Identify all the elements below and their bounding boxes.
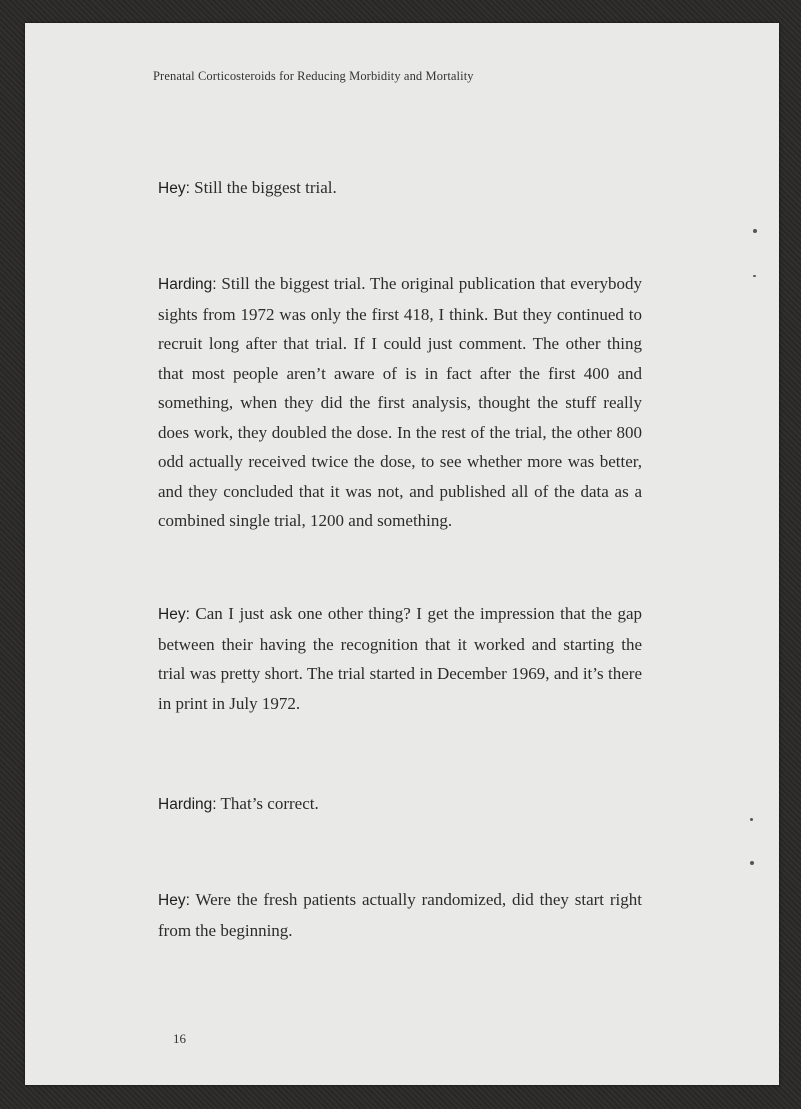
- paragraph-text: Still the biggest trial.: [194, 178, 337, 197]
- speaker-label: Harding:: [158, 276, 217, 293]
- document-page: [25, 23, 779, 1085]
- dialogue-paragraph: [158, 173, 642, 204]
- paper-speck: [750, 861, 754, 865]
- paper-speck: [750, 818, 753, 821]
- dialogue-paragraph: [158, 885, 642, 945]
- speaker-label: Hey:: [158, 606, 190, 623]
- dialogue-paragraph: [158, 789, 642, 820]
- speaker-label: Harding:: [158, 796, 217, 813]
- page-number: 16: [173, 1031, 186, 1046]
- paragraph-text: Still the biggest trial. The original publication that everybody sights from 1972 was only the first 418, I think. But they continued to recruit long after that trial. If I could just comment. The other thing that most people aren’t aware of is in fact after the first 400 and something, when they did the first analysis, thought the stuff really does work, they doubled the dose. In the rest of the trial, the other 800 odd actually received twice the dose, to see whether more was better, and they concluded that it was not, and published all of the data as a combined single trial, 1200 and something.: [158, 274, 643, 530]
- dialogue-paragraph: [158, 599, 642, 718]
- paragraph-text: That’s correct.: [220, 794, 319, 813]
- paper-speck: [753, 229, 757, 233]
- running-head: Prenatal Corticosteroids for Reducing Morbidity and Mortality: [153, 69, 474, 83]
- paper-speck: [753, 275, 756, 277]
- dialogue-paragraph: [158, 269, 642, 536]
- speaker-label: Hey:: [158, 180, 190, 197]
- speaker-label: Hey:: [158, 892, 190, 909]
- paragraph-text: Can I just ask one other thing? I get the impression that the gap between their having the recognition that it worked and starting the trial was pretty short. The trial started in December 1969, and it’s there in print in July 1972.: [158, 604, 642, 713]
- paragraph-text: Were the fresh patients actually randomized, did they start right from the beginning.: [158, 890, 642, 940]
